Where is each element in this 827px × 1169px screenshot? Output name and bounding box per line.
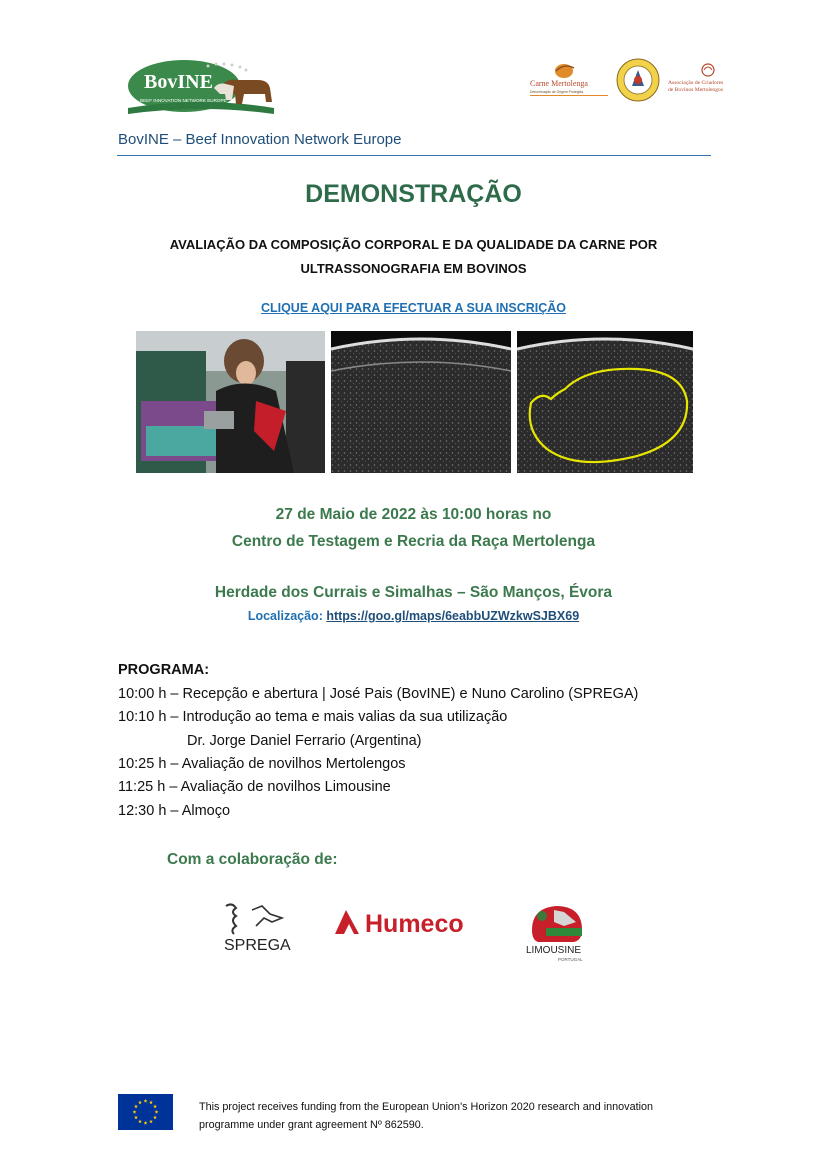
bovine-logo (126, 56, 276, 120)
program-item: 10:00 h – Recepção e abertura | José Pais (BovINE) e Nuno Carolino (SPREGA) (118, 686, 639, 702)
veterinary-seal-logo (616, 58, 660, 102)
subtitle-line-2: ULTRASSONOGRAFIA EM BOVINOS (300, 261, 527, 276)
limousine-logo-text: LIMOUSINE (526, 945, 582, 956)
program-item: 10:25 h – Avaliação de novilhos Mertolengos (118, 756, 406, 772)
funding-notice (199, 1098, 699, 1134)
limousine-logo-subtext: PORTUGAL (558, 957, 583, 962)
limousine-portugal-logo (524, 900, 590, 966)
sprega-logo (222, 900, 296, 954)
network-title: BovINE – Beef Innovation Network Europe (118, 131, 402, 148)
event-date: 27 de Maio de 2022 às 10:00 horas no (275, 506, 552, 523)
humeco-logo (333, 904, 485, 940)
funding-notice-line-2: programme under grant agreement Nº 862590. (199, 1119, 424, 1131)
location-map-link[interactable]: https://goo.gl/maps/6eabbUZWzkwSJBX69 (326, 609, 580, 623)
ultrasound-scan-image (331, 331, 511, 473)
program-item: 12:30 h – Almoço (118, 803, 231, 819)
program-item: 10:10 h – Introdução ao tema e mais valias da sua utilização (118, 709, 508, 725)
bovine-logo-text: BovINE (144, 71, 213, 93)
location-label: Localização: (247, 609, 327, 623)
funding-notice-line-1: This project receives funding from the European Union's Horizon 2020 research and innovation (199, 1101, 653, 1113)
associacao-criadores-logo (668, 62, 748, 100)
humeco-logo-text: Humeco (365, 910, 464, 938)
header-divider (117, 155, 711, 156)
subtitle-line-1: AVALIAÇÃO DA COMPOSIÇÃO CORPORAL E DA QUALIDADE DA CARNE POR (169, 237, 658, 252)
program-item: 11:25 h – Avaliação de novilhos Limousine (118, 779, 391, 795)
ultrasound-operator-photo (136, 331, 325, 473)
registration-link[interactable]: CLIQUE AQUI PARA EFECTUAR A SUA INSCRIÇÃO (260, 301, 567, 315)
bovine-logo-subtext: BEEF INNOVATION NETWORK EUROPE (140, 98, 227, 103)
program-title: PROGRAMA: (118, 662, 210, 678)
eu-flag-icon (118, 1094, 173, 1130)
mertolenga-logo-subtext: Denominação de Origem Protegida (530, 90, 584, 94)
carne-mertolenga-logo (530, 60, 610, 100)
collaboration-title: Com a colaboração de: (167, 851, 338, 868)
assoc-logo-line2: de Bovinos Mertolengos (668, 87, 724, 93)
event-venue: Centro de Testagem e Recria da Raça Mertolenga (231, 533, 596, 550)
event-place: Herdade dos Currais e Simalhas – São Manços, Évora (214, 584, 613, 601)
assoc-logo-line1: Associação de Criadores (668, 80, 724, 86)
mertolenga-logo-text: Carne Mertolenga (530, 79, 588, 88)
location-line (0, 609, 827, 623)
ultrasound-scan-outlined-image (517, 331, 693, 473)
sprega-logo-text: SPREGA (224, 937, 291, 954)
event-subtitle (150, 233, 677, 281)
page-title: DEMONSTRAÇÃO (305, 180, 522, 208)
program-item-speaker: Dr. Jorge Daniel Ferrario (Argentina) (187, 733, 422, 749)
